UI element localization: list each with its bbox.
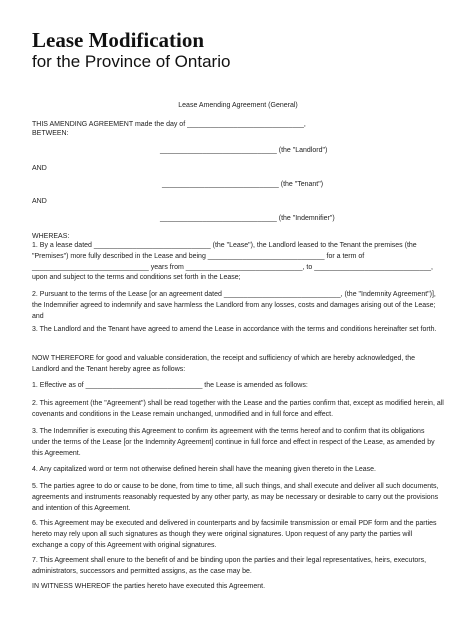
clause-1: 1. Effective as of ______________________________ the Lease is amended as follows: [32, 382, 308, 389]
clause-2: 2. This agreement (the "Agreement") shall be read together with the Lease and the parties confirm that, except as modified herein, all covenants and conditions in the Lease remain unchanged, unmodified and in full force and effect. [32, 400, 444, 418]
landlord-line: ______________________________ (the "Landlord") [160, 147, 328, 154]
agreement-heading: Lease Amending Agreement (General) [178, 102, 298, 109]
recital-3: 3. The Landlord and the Tenant have agreed to amend the Lease in accordance with the terms and conditions hereinafter set forth. [32, 326, 437, 333]
document-title: Lease Modification [32, 28, 205, 52]
whereas-label: WHEREAS: [32, 233, 70, 240]
now-therefore: NOW THEREFORE for good and valuable consideration, the receipt and sufficiency of which are hereby acknowledged, the Landlord and the Tenant hereby agree as follows: [32, 355, 416, 373]
indemnifier-line: ______________________________ (the "Indemnifier") [160, 215, 335, 222]
document-subtitle: for the Province of Ontario [32, 52, 231, 71]
clause-6: 6. This Agreement may be executed and delivered in counterparts and by facsimile transmission or email PDF form and the parties hereto may rely upon all such signatures as though they were original signatures. Upon request of any party the parties will exchange a copy of this Agreement with original signatures. [32, 520, 437, 549]
recital-1: 1. By a lease dated ______________________________ (the "Lease"), the Landlord leased to the Tenant the premises (the "Premises") more fully described in the Lease and being ______________________________ for a term of ______________________________ years from ______________________________, to ______________________________, upon and subject to the terms and conditions set forth in the Lease; [32, 242, 433, 282]
tenant-line: ______________________________ (the "Tenant") [162, 181, 324, 188]
clause-3: 3. The Indemnifier is executing this Agreement to confirm its agreement with the terms hereof and to confirm that its obligations under the terms of the Lease [or the Indemnity Agreement] continue in full force and effect in respect of the Lease, as amended by this Agreement. [32, 428, 435, 457]
recital-2: 2. Pursuant to the terms of the Lease [or an agreement dated ______________________________, (the "Indemnity Agreement")], the Indemnifier agreed to indemnify and save harmless the Landlord from any losses, costs and damages arising out of the Lease; and [32, 291, 436, 320]
clause-5: 5. The parties agree to do or cause to be done, from time to time, all such things, and shall execute and deliver all such documents, agreements and instruments reasonably requested by any other party, as may be necessary or desirable to carry out the provisions and intention of this Agreement. [32, 483, 439, 512]
clause-4: 4. Any capitalized word or term not otherwise defined herein shall have the meaning given thereto in the Lease. [32, 466, 376, 473]
and-label-1: AND [32, 165, 47, 172]
clause-7: 7. This Agreement shall enure to the benefit of and be binding upon the parties and their legal representatives, heirs, executors, administrators, successors and permitted assigns, as the case may be. [32, 557, 427, 575]
and-label-2: AND [32, 198, 47, 205]
between-label: BETWEEN: [32, 130, 69, 137]
made-line: THIS AMENDING AGREEMENT made the day of ______________________________, [32, 121, 306, 128]
witness-clause: IN WITNESS WHEREOF the parties hereto have executed this Agreement. [32, 583, 266, 590]
